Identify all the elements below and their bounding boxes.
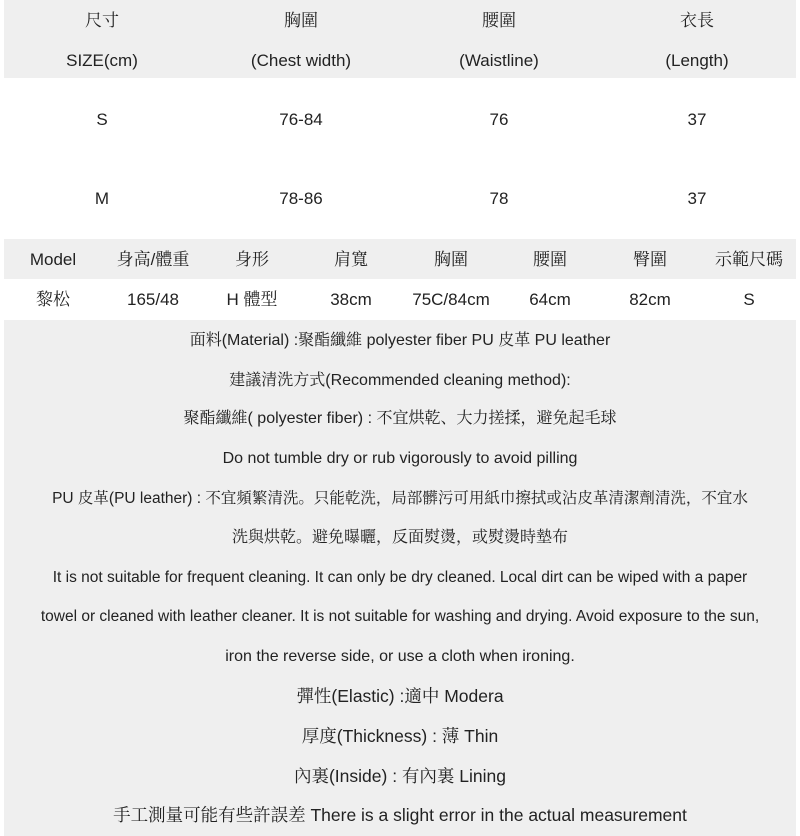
size-header-en-size: SIZE(cm): [66, 51, 138, 70]
model-shoulder: 38cm: [330, 290, 372, 309]
polyester-care-en: Do not tumble dry or rub vigorously to avoid pilling: [222, 450, 578, 467]
model-header-waist: 腰圍: [533, 250, 567, 269]
model-waist: 64cm: [529, 290, 571, 309]
size-row-s-waist: 76: [489, 110, 509, 129]
size-header-zh-chest: 胸圍: [284, 11, 318, 30]
cleaning-method-heading: 建議清洗方式(Recommended cleaning method):: [229, 372, 571, 389]
size-row-s-size: S: [96, 110, 108, 129]
size-header-zh-waist: 腰圍: [482, 11, 516, 30]
model-header-size: 示範尺碼: [715, 250, 783, 269]
size-row-m-chest: 78-86: [279, 189, 323, 208]
measurement-note: 手工測量可能有些許誤差 There is a slight error in the actual measurement: [113, 805, 687, 825]
model-header-hip: 臀圍: [633, 250, 667, 269]
pu-care-zh-line2: 洗與烘乾。避免曝曬，反面熨燙，或熨燙時墊布: [231, 529, 568, 546]
model-header-body-shape: 身形: [235, 250, 269, 269]
size-row-m-size: M: [94, 189, 110, 208]
size-row-m-waist: 78: [489, 189, 509, 208]
size-header-en-chest: (Chest width): [250, 51, 352, 70]
model-hip: 82cm: [629, 290, 671, 309]
size-row-s-chest: 76-84: [279, 110, 323, 129]
lining-line: 內裏(Inside) : 有內裏 Lining: [293, 766, 506, 786]
model-body-shape: H 體型: [226, 290, 278, 309]
size-row-s-length: 37: [687, 110, 707, 129]
size-header-en-length: (Length): [665, 51, 729, 70]
polyester-care-zh: 聚酯纖維( polyester fiber) : 不宜烘乾、大力搓揉，避免起毛球: [183, 410, 617, 427]
size-header-zh-length: 衣長: [680, 11, 714, 30]
size-header-zh-size: 尺寸: [85, 11, 119, 30]
size-row-m-length: 37: [687, 189, 707, 208]
pu-care-en-line3: iron the reverse side, or use a cloth when ironing.: [225, 648, 575, 665]
model-chest: 75C/84cm: [412, 290, 490, 309]
size-header-en-waist: (Waistline): [459, 51, 539, 70]
model-name: 黎松: [36, 290, 70, 309]
pu-care-zh-line1: PU 皮革(PU leather) : 不宜頻繁清洗。只能乾洗，局部髒污可用紙巾擦拭或沾皮革清潔劑清洗，不宜水: [52, 490, 748, 507]
model-header-model: Model: [29, 250, 77, 269]
material-line: 面料(Material) :聚酯纖維 polyester fiber PU 皮革 PU leather: [189, 332, 611, 349]
model-header-height-weight: 身高/體重: [116, 250, 190, 269]
model-height-weight: 165/48: [127, 290, 179, 309]
thickness-line: 厚度(Thickness) : 薄 Thin: [301, 726, 499, 746]
elastic-line: 彈性(Elastic) :適中 Modera: [296, 686, 504, 706]
pu-care-en-line2: towel or cleaned with leather cleaner. It is not suitable for washing and drying. Avoid exposure to the sun,: [40, 608, 760, 625]
pu-care-en-line1: It is not suitable for frequent cleaning. It can only be dry cleaned. Local dirt can be wiped with a paper: [52, 569, 748, 586]
model-header-shoulder: 肩寬: [334, 250, 368, 269]
model-size: S: [743, 290, 755, 309]
model-header-chest: 胸圍: [434, 250, 468, 269]
